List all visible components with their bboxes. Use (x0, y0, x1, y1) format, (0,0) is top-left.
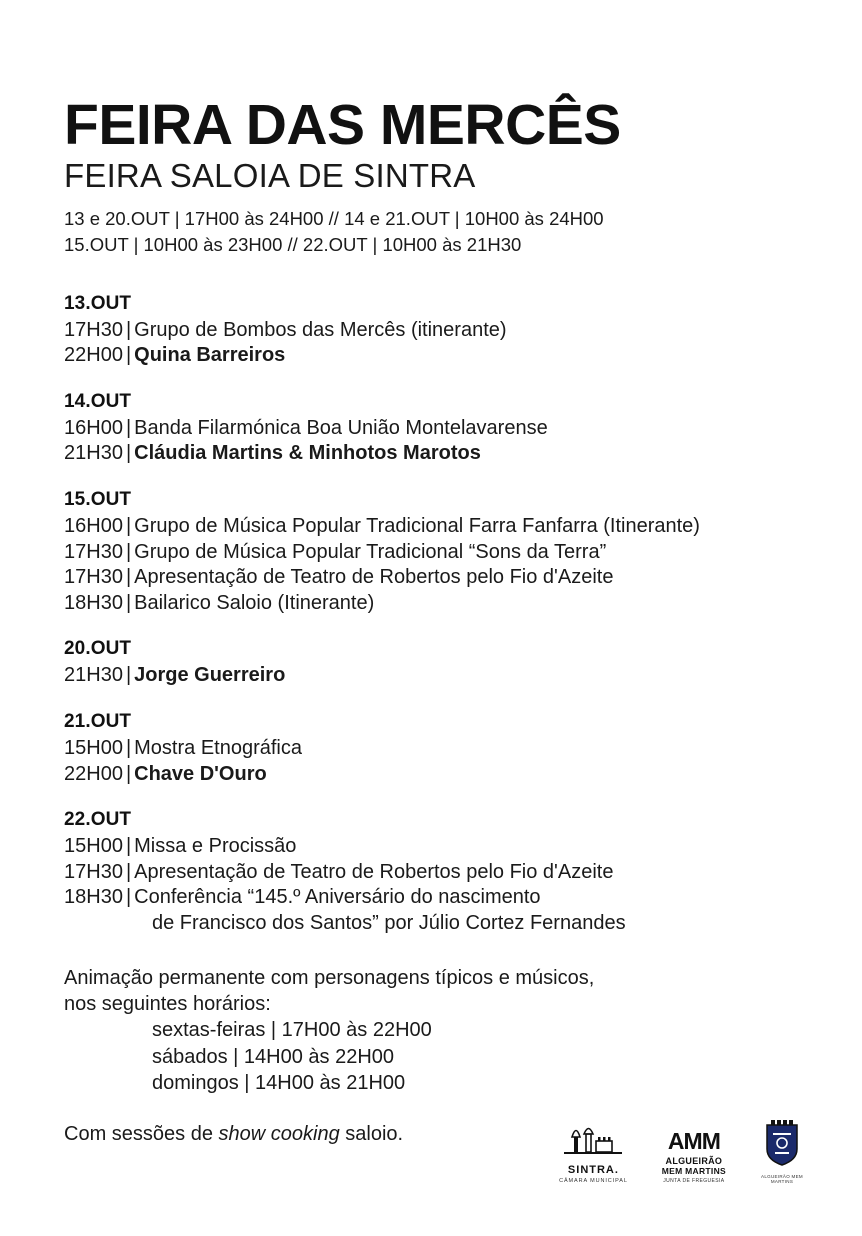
program-entry-time: 15H00 (64, 835, 123, 858)
program-entry-time: 15H00 (64, 737, 123, 760)
parish-coat-of-arms-logo (760, 1119, 804, 1184)
note-schedule-0: sextas-feiras | 17H00 às 22H00 (152, 1019, 432, 1042)
program-entry-text: Mostra Etnográfica (134, 737, 302, 760)
program-entry-time: 16H00 (64, 515, 123, 538)
amm-parish-logo (662, 1130, 726, 1184)
program-entry-time: 17H30 (64, 860, 123, 883)
program-entry-text: Cláudia Martins & Minhotos Marotos (134, 442, 481, 465)
program-entry-separator: | (125, 442, 132, 465)
program-entry (64, 343, 802, 369)
sintra-logo-caption: SINTRA. (567, 1164, 619, 1176)
program-entry (64, 565, 802, 591)
program-entry-text: Jorge Guerreiro (134, 664, 286, 687)
program-day-heading: 15.OUT (64, 489, 132, 511)
program-entry-continuation: de Francisco dos Santos” por Júlio Cortez Fernandes (152, 911, 626, 934)
program-entry-text: Grupo de Música Popular Tradicional “Sons da Terra” (134, 540, 607, 563)
program-entry (64, 441, 802, 467)
sintra-logo-subcaption: CÂMARA MUNICIPAL (559, 1178, 628, 1184)
program-entry-time: 18H30 (64, 591, 123, 614)
program-entry-separator: | (125, 762, 132, 785)
opening-hours-block (64, 206, 802, 259)
program-entry-text: Grupo de Bombos das Mercês (itinerante) (134, 318, 507, 341)
program-list (64, 293, 802, 937)
amm-line-1: ALGUEIRÃO (665, 1156, 723, 1166)
program-day-block (64, 293, 802, 369)
program-entry (64, 860, 802, 886)
program-entry (64, 663, 802, 689)
program-entry-time: 22H00 (64, 344, 123, 367)
permanent-animation-note (64, 965, 802, 1097)
program-entry-text: Apresentação de Teatro de Robertos pelo Fio d'Azeite (134, 860, 614, 883)
program-entry (64, 762, 802, 788)
program-day-heading: 13.OUT (64, 292, 132, 314)
program-entry-time: 17H30 (64, 540, 123, 563)
program-entry-time: 22H00 (64, 762, 123, 785)
program-entry-text: Conferência “145.º Aniversário do nascimento (134, 886, 541, 909)
page-title: FEIRA DAS MERCÊS (64, 93, 621, 157)
program-entry-separator: | (125, 591, 132, 614)
program-entry-time: 21H30 (64, 442, 123, 465)
program-entry-separator: | (125, 416, 132, 439)
show-cooking-prefix: Com sessões de (64, 1122, 219, 1145)
program-entry-separator: | (125, 886, 132, 909)
program-entry-time: 21H30 (64, 664, 123, 687)
coat-of-arms-caption: ALGUEIRÃO MEM MARTINS (761, 1174, 803, 1184)
program-entry (64, 514, 802, 540)
program-entry (64, 885, 802, 936)
program-entry (64, 416, 802, 442)
program-day-block (64, 638, 802, 689)
program-entry (64, 540, 802, 566)
note-schedule-1: sábados | 14H00 às 22H00 (152, 1045, 395, 1068)
show-cooking-suffix: saloio. (339, 1122, 404, 1145)
program-entry-time: 17H30 (64, 566, 123, 589)
amm-line-3: JUNTA DE FREGUESIA (663, 1178, 725, 1184)
amm-monogram-icon: AMM (667, 1128, 720, 1154)
program-entry-separator: | (125, 835, 132, 858)
program-entry-text: Missa e Procissão (134, 835, 297, 858)
sintra-palace-icon (562, 1121, 624, 1161)
amm-line-2: MEM MARTINS (661, 1166, 726, 1176)
program-entry (64, 591, 802, 617)
coat-of-arms-shield-icon (763, 1119, 801, 1172)
program-entry-separator: | (125, 566, 132, 589)
program-entry-text: Grupo de Música Popular Tradicional Farra Fanfarra (Itinerante) (134, 515, 700, 538)
note-line-1: Animação permanente com personagens típicos e músicos, (64, 966, 595, 989)
opening-hours-line-2: 15.OUT | 10H00 às 23H00 // 22.OUT | 10H00 às 21H30 (64, 234, 522, 256)
program-entry-text: Bailarico Saloio (Itinerante) (134, 591, 375, 614)
program-entry-separator: | (125, 318, 132, 341)
program-entry-separator: | (125, 664, 132, 687)
program-entry (64, 318, 802, 344)
note-schedule-2: domingos | 14H00 às 21H00 (152, 1072, 406, 1095)
logo-row (559, 1119, 804, 1184)
opening-hours-line-1: 13 e 20.OUT | 17H00 às 24H00 // 14 e 21.OUT | 10H00 às 24H00 (64, 208, 604, 230)
program-entry-text: Chave D'Ouro (134, 762, 267, 785)
page-subtitle: FEIRA SALOIA DE SINTRA (64, 156, 476, 194)
program-entry-text: Apresentação de Teatro de Robertos pelo Fio d'Azeite (134, 566, 614, 589)
program-day-block (64, 809, 802, 936)
program-day-block (64, 391, 802, 467)
program-day-heading: 22.OUT (64, 809, 132, 831)
program-day-block (64, 711, 802, 787)
program-entry-time: 17H30 (64, 318, 123, 341)
program-day-block (64, 489, 802, 616)
program-entry (64, 736, 802, 762)
program-entry-time: 18H30 (64, 886, 123, 909)
sintra-municipality-logo (559, 1121, 628, 1184)
program-entry-separator: | (125, 515, 132, 538)
program-entry-time: 16H00 (64, 416, 123, 439)
program-day-heading: 20.OUT (64, 638, 132, 660)
program-day-heading: 14.OUT (64, 390, 132, 412)
program-entry-separator: | (125, 737, 132, 760)
program-day-heading: 21.OUT (64, 711, 132, 733)
program-entry-separator: | (125, 860, 132, 883)
program-entry-separator: | (125, 540, 132, 563)
program-entry-text: Banda Filarmónica Boa União Montelavarense (134, 416, 548, 439)
program-entry (64, 834, 802, 860)
program-entry-separator: | (125, 344, 132, 367)
show-cooking-italic: show cooking (218, 1122, 340, 1145)
note-line-2: nos seguintes horários: (64, 992, 271, 1015)
program-entry-text: Quina Barreiros (134, 344, 286, 367)
